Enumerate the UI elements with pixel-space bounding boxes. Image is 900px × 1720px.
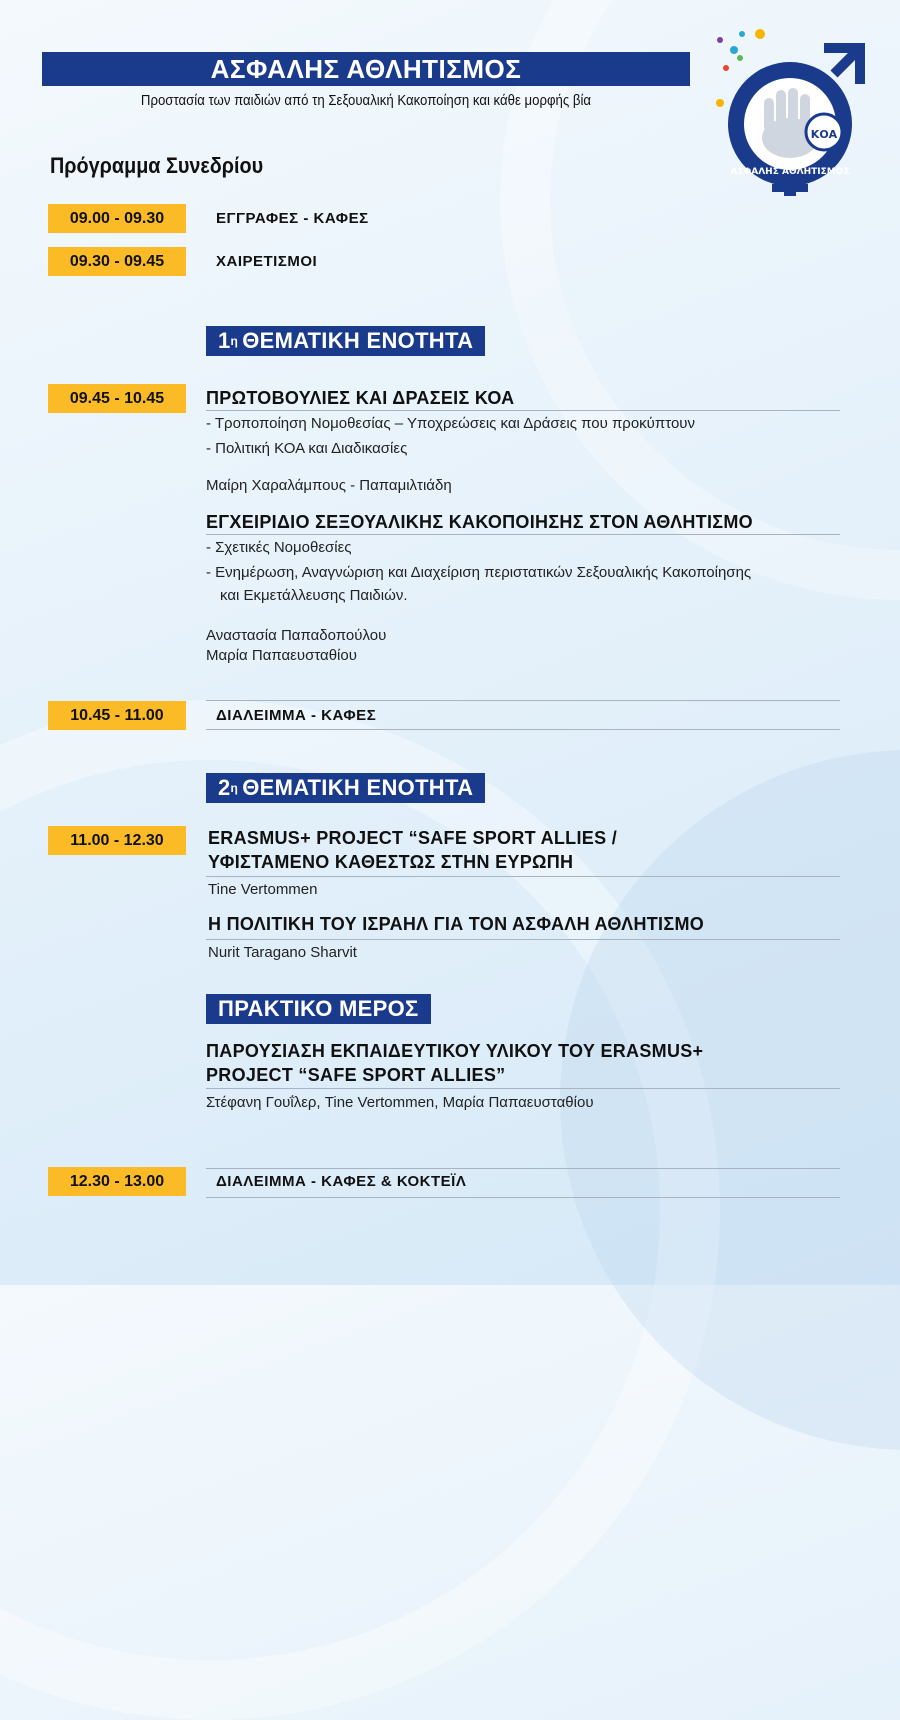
time-slot: 09.45 - 10.45 xyxy=(48,384,186,413)
session-title: ΠΑΡΟΥΣΙΑΣΗ ΕΚΠΑΙΔΕΥΤΙΚΟΥ ΥΛΙΚΟΥ ΤΟΥ ERASMUS+ xyxy=(206,1041,704,1061)
time-slot: 12.30 - 13.00 xyxy=(48,1167,186,1196)
time-slot: 11.00 - 12.30 xyxy=(48,826,186,855)
slot-label: ΧΑΙΡΕΤΙΣΜΟΙ xyxy=(216,253,318,270)
slot-label: ΕΓΓΡΑΦΕΣ - ΚΑΦΕΣ xyxy=(216,210,369,227)
section-heading-2 xyxy=(206,773,485,803)
divider xyxy=(206,939,840,940)
speaker: Nurit Taragano Sharvit xyxy=(208,944,357,961)
divider xyxy=(206,410,840,411)
session-title: ΕΓΧΕΙΡΙΔΙΟ ΣΕΞΟΥΑΛΙΚΗΣ ΚΑΚΟΠΟΙΗΣΗΣ ΣΤΟΝ ΑΘΛΗΤΙΣΜΟ xyxy=(206,512,753,532)
section-heading-1 xyxy=(206,326,485,356)
speaker: Αναστασία Παπαδοπούλου xyxy=(206,627,387,644)
time-slot: 09.00 - 09.30 xyxy=(48,204,186,233)
background-swoosh xyxy=(560,750,900,1450)
logo-ring-text: ΑΣΦΑΛΗΣ ΑΘΛΗΤΙΣΜΟΣ xyxy=(730,167,850,177)
section-label: ΘΕΜΑΤΙΚΗ ΕΝΟΤΗΤΑ xyxy=(242,328,474,353)
speaker: Μαρία Παπαευσταθίου xyxy=(206,647,357,664)
slot-label: ΔΙΑΛΕΙΜΜΑ - ΚΑΦΕΣ xyxy=(216,707,377,724)
speaker: Μαίρη Χαραλάμπους - Παπαμιλτιάδη xyxy=(206,477,452,494)
session-title: ERASMUS+ PROJECT “SAFE SPORT ALLIES / xyxy=(208,828,617,848)
session-title: ΠΡΩΤΟΒΟΥΛΙΕΣ ΚΑΙ ΔΡΑΣΕΙΣ ΚΟΑ xyxy=(206,388,515,408)
bullet: - Ενημέρωση, Αναγνώριση και Διαχείριση περιστατικών Σεξουαλικής Κακοποίησης xyxy=(206,564,752,581)
speaker: Στέφανη Γουΐλερ, Tine Vertommen, Μαρία Παπαευσταθίου xyxy=(206,1094,594,1111)
safe-sport-logo xyxy=(712,28,872,196)
bullet: - Τροποποίηση Νομοθεσίας – Υποχρεώσεις και Δράσεις που προκύπτουν xyxy=(206,415,695,432)
page-subtitle: Προστασία των παιδιών από τη Σεξουαλική Κακοποίηση και κάθε μορφής βία xyxy=(140,92,592,109)
session-title: PROJECT “SAFE SPORT ALLIES” xyxy=(206,1065,506,1085)
section-number: 1 xyxy=(218,328,231,353)
divider xyxy=(206,1168,840,1169)
divider xyxy=(206,729,840,730)
time-slot: 09.30 - 09.45 xyxy=(48,247,186,276)
divider xyxy=(206,876,840,877)
slot-label: ΔΙΑΛΕΙΜΜΑ - ΚΑΦΕΣ & ΚΟΚΤΕΪΛ xyxy=(216,1173,467,1190)
practical-heading: ΠΡΑΚΤΙΚΟ ΜΕΡΟΣ xyxy=(206,994,431,1024)
section-number: 2 xyxy=(218,775,231,800)
section-ordinal: η xyxy=(230,781,239,795)
divider xyxy=(206,1088,840,1089)
divider xyxy=(206,1197,840,1198)
section-label: ΘΕΜΑΤΙΚΗ ΕΝΟΤΗΤΑ xyxy=(242,775,474,800)
bullet: - Σχετικές Νομοθεσίες xyxy=(206,539,352,556)
speaker: Tine Vertommen xyxy=(208,881,318,898)
logo-badge-text: ΚΟΑ xyxy=(810,128,838,141)
bullet-continued: και Εκμετάλλευσης Παιδιών. xyxy=(220,587,408,604)
logo-graphic xyxy=(712,28,872,196)
time-slot: 10.45 - 11.00 xyxy=(48,701,186,730)
program-title: Πρόγραμμα Συνεδρίου xyxy=(50,153,264,178)
page-title: ΑΣΦΑΛΗΣ ΑΘΛΗΤΙΣΜΟΣ xyxy=(42,52,690,86)
divider xyxy=(206,700,840,701)
session-title: Η ΠΟΛΙΤΙΚΗ ΤΟΥ ΙΣΡΑΗΛ ΓΙΑ ΤΟΝ ΑΣΦΑΛΗ ΑΘΛΗΤΙΣΜΟ xyxy=(208,914,705,934)
section-ordinal: η xyxy=(230,334,239,348)
divider xyxy=(206,534,840,535)
session-title: ΥΦΙΣΤΑΜΕΝΟ ΚΑΘΕΣΤΩΣ ΣΤΗΝ ΕΥΡΩΠΗ xyxy=(208,852,574,872)
bullet: - Πολιτική ΚΟΑ και Διαδικασίες xyxy=(206,440,408,457)
